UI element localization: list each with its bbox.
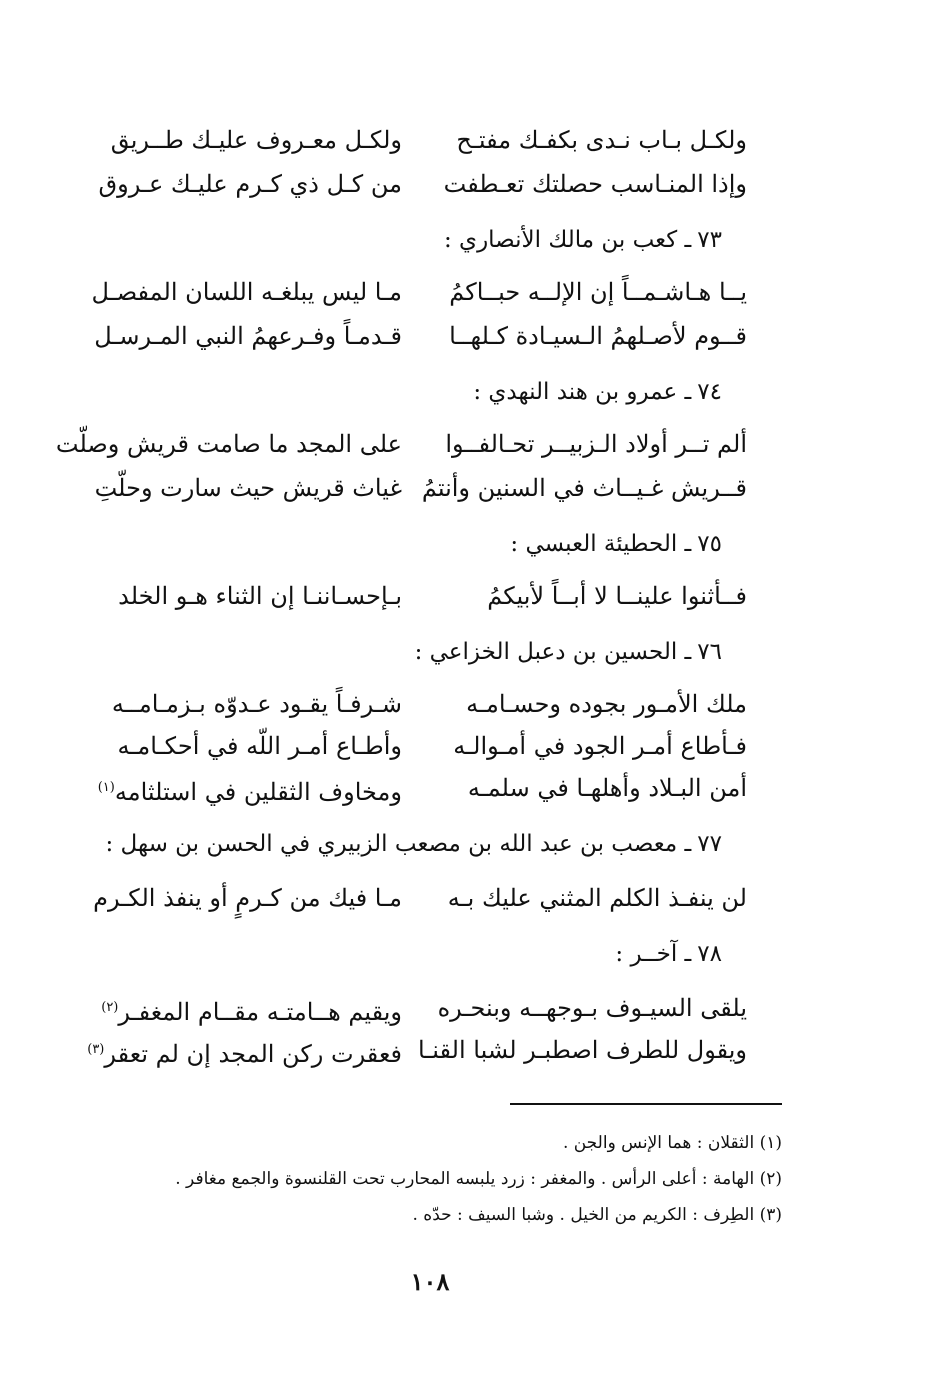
verse-first-hemistich: لن ينفـذ الكلم المثني عليك بـه: [447, 884, 747, 912]
verse-second-hemistich: قـدمـاً وفـرعهمُ النبي المـرسـل: [94, 322, 402, 350]
verse-second-hemistich: بـإحسـاننـا إن الثناء هـو الخلد: [118, 582, 402, 610]
section-heading: [102, 932, 722, 976]
section-title: ـ الحسين بن دعبل الخزاعي :: [414, 639, 692, 665]
verse-text: ويقيم هــامتـه مقــام المغفـر: [118, 998, 402, 1026]
verse-row: [0, 314, 947, 358]
verse-first-hemistich: فـأطاع أمـر الجود في أمـوالـه: [453, 732, 747, 760]
footnote-marker: (١): [97, 780, 115, 795]
page-number: ١٠٨: [410, 1267, 450, 1296]
section-title: ـ آخــر :: [615, 941, 692, 967]
section-number: ٧٦: [697, 639, 722, 665]
section-title: ـ الحطيئة العبسي :: [510, 531, 692, 557]
verse-second-hemistich: ولكـل معـروف عليـك طــريق: [110, 126, 402, 154]
verse-row: [0, 574, 947, 618]
verse-second-hemistich: مـا فيك من كـرمٍ أو ينفذ الكـرم: [93, 884, 402, 912]
verse-row: [0, 682, 947, 726]
verse-second-hemistich: شـرفـاً يقـود عـدوّه بـزمـامــه: [111, 690, 402, 718]
section-heading: [102, 218, 722, 262]
verse-first-hemistich: يلقى السيـوف بـوجهــه وبنحـره: [437, 994, 747, 1022]
footnote-marker: (٢): [101, 1000, 119, 1015]
verse-second-hemistich: وأطـاع أمـر اللّه في أحكـامـه: [117, 732, 402, 760]
footnote: (١) الثقلان : هما الإنس والجن .: [562, 1133, 782, 1153]
verse-row: [0, 766, 947, 810]
section-number: ٧٤: [697, 379, 722, 405]
verse-row: [0, 724, 947, 768]
footnote: (٢) الهامة : أعلى الرأس . والمغفر : زرد يلبسه المحارب تحت القلنسوة والجمع مغافر .: [175, 1169, 782, 1189]
section-number: ٧٣: [697, 227, 722, 253]
verse-second-hemistich: مـا ليس يبلغـه اللسان المفصـل: [91, 278, 402, 306]
verse-first-hemistich: أمن البـلاد وأهلهـا في سلمـه: [467, 774, 747, 802]
verse-second-hemistich: على المجد ما صامت قريش وصلّت: [55, 430, 402, 458]
verse-second-hemistich: [97, 766, 402, 814]
section-heading: [102, 522, 722, 566]
verse-first-hemistich: فــأثنوا علينــا لا أبــاً لأبيكمُ: [487, 582, 747, 610]
section-number: ٧٧: [697, 831, 722, 857]
verse-row: [0, 466, 947, 510]
verse-first-hemistich: يــا هـاشـمــاً إن الإلــه حبــاكمُ: [449, 278, 747, 306]
verse-text: ومخاوف الثقلين في استلثامه: [114, 778, 402, 806]
section-title: ـ كعب بن مالك الأنصاري :: [444, 227, 692, 253]
verse-first-hemistich: وإذا المنـاسب حصلتك تعـطفت: [443, 170, 747, 198]
verse-second-hemistich: غياث قريش حيث سارت وحلّتِ: [94, 474, 402, 502]
verse-first-hemistich: ألم تــر أولاد الـزبيــر تحـالفــوا: [445, 430, 747, 458]
section-heading: [102, 822, 722, 866]
footnote: (٣) الطِرف : الكريم من الخيل . وشبا السيف : حدّه .: [412, 1205, 782, 1225]
section-title: ـ عمرو بن هند النهدي :: [473, 379, 692, 405]
verse-text: فعقرت ركن المجد إن لم تعقر: [104, 1040, 402, 1068]
section-title: ـ معصب بن عبد الله بن مصعب الزبيري في الحسن بن سهل :: [105, 831, 692, 857]
verse-row: [0, 1028, 947, 1072]
verse-second-hemistich: [87, 1028, 402, 1076]
verse-row: [0, 876, 947, 920]
footnote-marker: (٣): [87, 1042, 105, 1057]
section-number: ٧٥: [697, 531, 722, 557]
verse-first-hemistich: قــريش غـيــاث في السنين وأنتمُ: [421, 474, 747, 502]
verse-row: [0, 270, 947, 314]
verse-second-hemistich: من كـل ذي كـرم عليـك عـروق: [98, 170, 402, 198]
section-heading: [102, 630, 722, 674]
verse-second-hemistich: [97, 986, 402, 1034]
verse-first-hemistich: ويقول للطرف اصطبـر لشبا القنـا: [417, 1036, 747, 1064]
verse-row: [0, 162, 947, 206]
footnote-divider: [510, 1103, 782, 1105]
section-heading: [102, 370, 722, 414]
section-number: ٧٨: [697, 941, 722, 967]
verse-row: [0, 118, 947, 162]
verse-first-hemistich: ملك الأمـور بجوده وحسـامـه: [466, 690, 747, 718]
verse-row: [0, 986, 947, 1030]
verse-first-hemistich: ولكـل بـاب نـدى بكفـك مفتـح: [456, 126, 747, 154]
verse-first-hemistich: قــوم لأصـلهمُ الـسيـادة كـلهــا: [449, 322, 747, 350]
verse-row: [0, 422, 947, 466]
